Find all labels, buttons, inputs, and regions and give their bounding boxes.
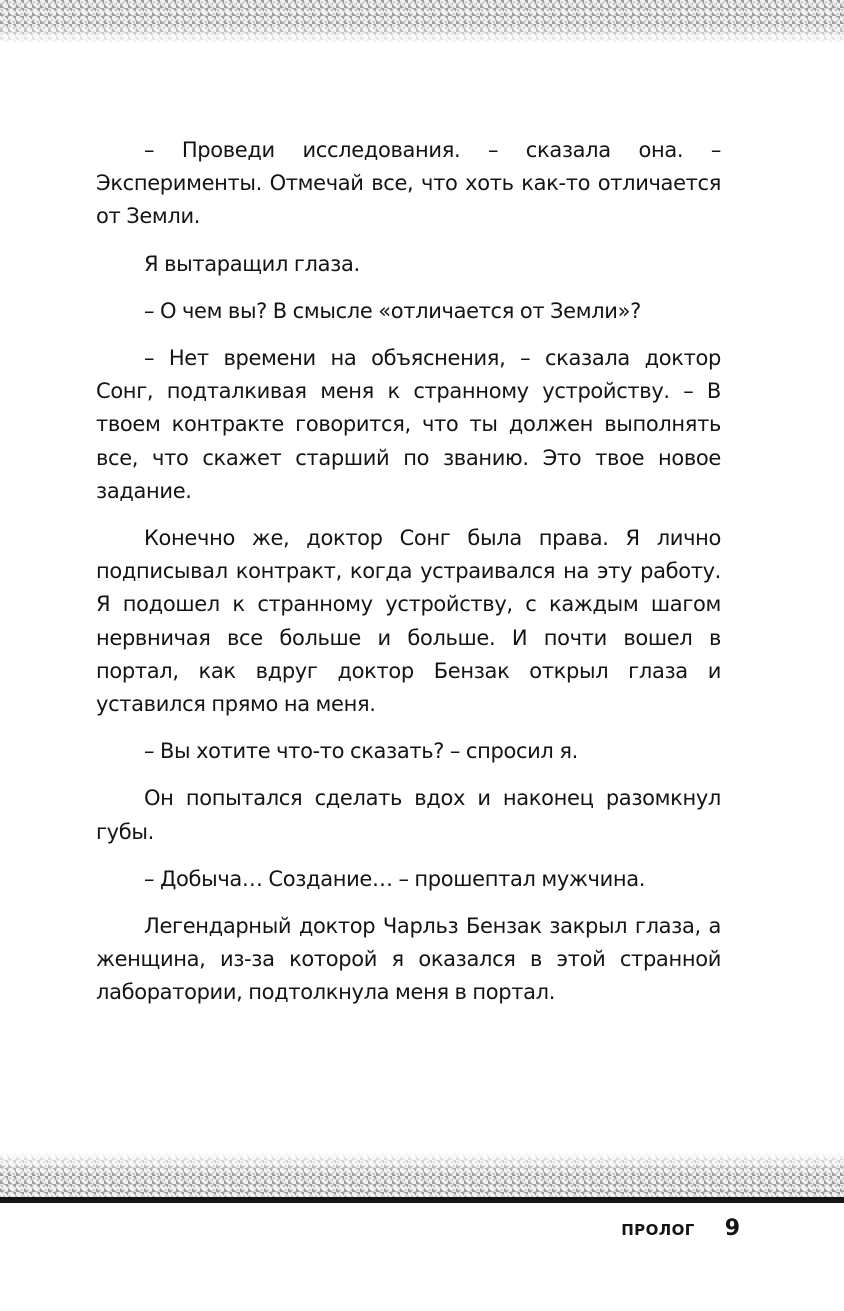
paragraph: – О чем вы? В смысле «отличается от Земли»? xyxy=(144,298,641,323)
page-number: 9 xyxy=(724,1216,740,1241)
running-footer-section: ПРОЛОГ xyxy=(621,1221,695,1239)
paragraph: Легендарный доктор Чарльз Бензак закрыл глаза, а женщина, из-за которой я оказался в этой странной лаборатории, подтолкнула меня в портал. xyxy=(96,914,721,1005)
paragraph: – Добыча… Создание… – прошептал мужчина. xyxy=(144,866,646,891)
paragraph: – Нет времени на объяснения, – сказала доктор Сонг, подталкивая меня к странному устройству. – В твоем контракте говорится, что ты должен выполнять все, что скажет старший по званию. Это твое новое задание. xyxy=(96,346,721,503)
top-pixel-border xyxy=(0,0,844,44)
paragraph: – Проведи исследования. – сказала она. – Эксперименты. Отмечай все, что хоть как-то отличается от Земли. xyxy=(96,138,721,229)
paragraph: Он попытался сделать вдох и наконец разомкнул губы. xyxy=(96,786,721,844)
body-text xyxy=(96,134,721,1024)
paragraph: – Вы хотите что-то сказать? – спросил я. xyxy=(144,739,578,764)
bottom-pixel-border xyxy=(0,1152,844,1198)
paragraph: Я вытаращил глаза. xyxy=(144,251,360,276)
paragraph: Конечно же, доктор Сонг была права. Я лично подписывал контракт, когда устраивался на эту работу. Я подошел к странному устройству, с каждым шагом нервничая все больше и больше. И почти вошел в портал, как вдруг доктор Бензак открыл глаза и уставился прямо на меня. xyxy=(96,526,721,717)
footer-rule xyxy=(0,1197,844,1203)
page-footer xyxy=(621,1216,740,1241)
